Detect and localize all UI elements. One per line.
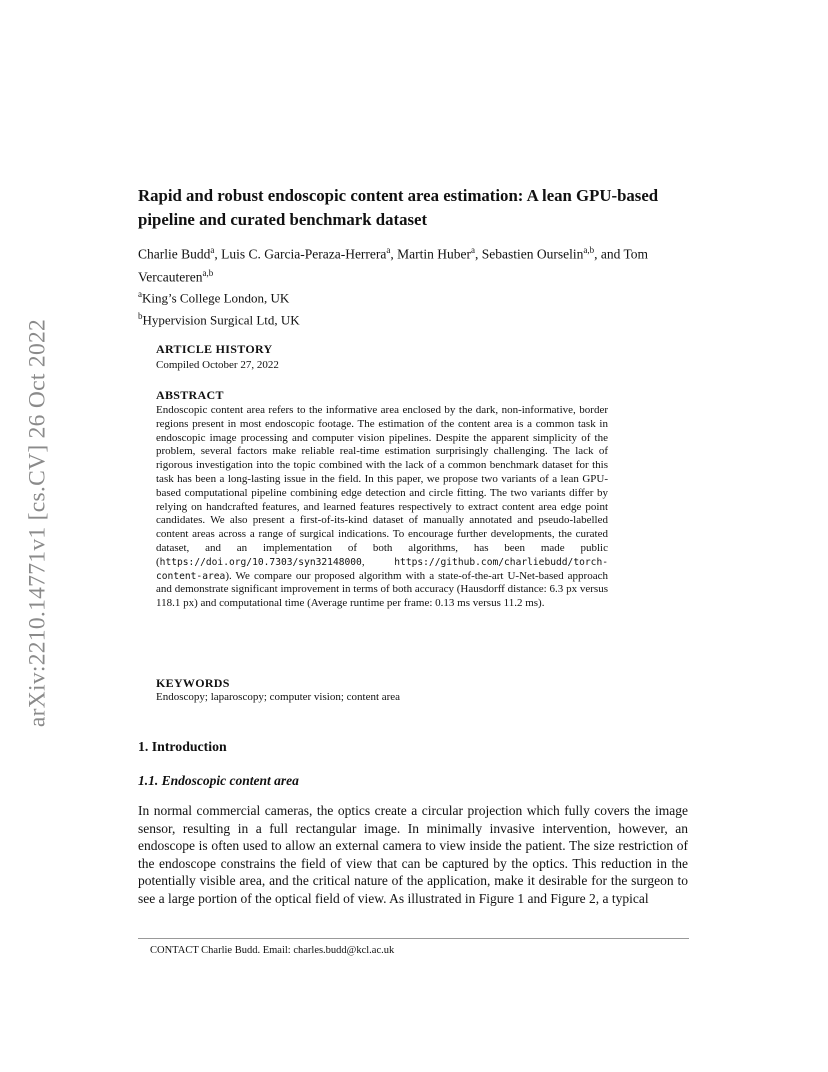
affiliation-line (138, 285, 688, 307)
arxiv-id-text: arXiv:2210.14771v1 [cs.CV] 26 Oct 2022 (24, 318, 51, 728)
author-name: Charlie Budd (138, 246, 211, 262)
article-history-text: Compiled October 27, 2022 (156, 359, 279, 371)
subsection-heading: 1.1. Endoscopic content area (138, 773, 299, 788)
affiliation-line (138, 307, 688, 329)
author-name: Tom Vercauteren (138, 246, 649, 284)
author-name: Sebastien Ourselin (481, 246, 584, 262)
affiliation-mark: b (138, 311, 143, 322)
footnote-rule (138, 938, 689, 939)
author-name: Luis C. Garcia-Peraza-Herrera (221, 246, 387, 262)
dataset-link[interactable]: https://doi.org/10.7303/syn32148000 (159, 556, 362, 568)
body-paragraph: In normal commercial cameras, the optics create a circular projection which fully covers the image sensor, resulting in a full rectangular image. In minimally invasive intervention, however, an endoscope is often used to allow an external camera to view inside the patient. The size restriction of the endoscope constrains the field of view that can be captured by the optics. This reduction in the potentially visible area, and the critical nature of the application, make it desirable for the surgeon to see a large portion of the optical field of view. As illustrated in Figure 1 and Figure 2, a typical (138, 803, 688, 906)
author-affiliation-mark: a,b (202, 267, 214, 278)
paper-title: Rapid and robust endoscopic content area estimation: A lean GPU-based pipeline and curated benchmark dataset (138, 186, 659, 229)
author-separator: , (475, 246, 482, 262)
keywords-heading: KEYWORDS (156, 676, 230, 690)
author-separator: , (214, 246, 222, 262)
article-history-heading: ARTICLE HISTORY (156, 342, 273, 356)
abstract-body: Endoscopic content area refers to the informative area enclosed by the dark, non-informative, border regions present in most endoscopic footage. The estimation of the content area is a common task in endoscopic image processing and computer vision pipelines. Despite the apparent simplicity of the problem, several factors make reliable real-time estimation surprisingly challenging. The lack of rigorous investigation into the topic combined with the lack of a common benchmark dataset for this task has been a long-lasting issue in the field. In this paper, we propose two variants of a lean GPU-based computational pipeline combining edge detection and circle fitting. The two variants differ by relying on handcrafted features, and learned features respectively to extract content area edge point candidates. We also present a first-of-its-kind dataset of manually annotated and pseudo-labelled content areas across a range of surgical indications. To encourage further developments, the curated dataset, and an implementation of both algorithms, has been made public ( (156, 404, 608, 568)
abstract-heading: ABSTRACT (156, 388, 224, 402)
arxiv-side-identifier (20, 285, 56, 761)
abstract-body-end: ). We compare our proposed algorithm with a state-of-the-art U-Net-based approach and demonstrate significant improvement in terms of both accuracy (Hausdorff distance: 6.3 px versus 118.1 px) and computational time (Average runtime per frame: 0.13 ms versus 11.2 ms). (156, 569, 608, 610)
abstract-text (156, 404, 608, 611)
contact-footnote: CONTACT Charlie Budd. Email: charles.budd@kcl.ac.uk (150, 945, 395, 956)
affiliation-mark: a (138, 289, 142, 299)
affiliation-text: Hypervision Surgical Ltd, UK (142, 312, 300, 328)
keywords-text: Endoscopy; laparoscopy; computer vision; content area (156, 691, 401, 703)
author-affiliation-mark: a,b (583, 245, 595, 255)
affiliation-list (138, 285, 688, 330)
affiliation-text: King’s College London, UK (142, 290, 290, 306)
author-affiliation-mark: a (471, 245, 476, 255)
author-name: Martin Huber (397, 246, 472, 262)
author-affiliation-mark: a (210, 245, 215, 255)
author-list (138, 241, 688, 286)
link-separator: , (361, 555, 395, 568)
author-separator: , (390, 246, 398, 262)
author-separator: , and (594, 246, 624, 262)
author-affiliation-mark: a (386, 245, 391, 255)
section-heading-introduction: 1. Introduction (138, 739, 227, 754)
code-link[interactable]: https://github.com/charliebudd/torch-content-area (156, 556, 608, 582)
